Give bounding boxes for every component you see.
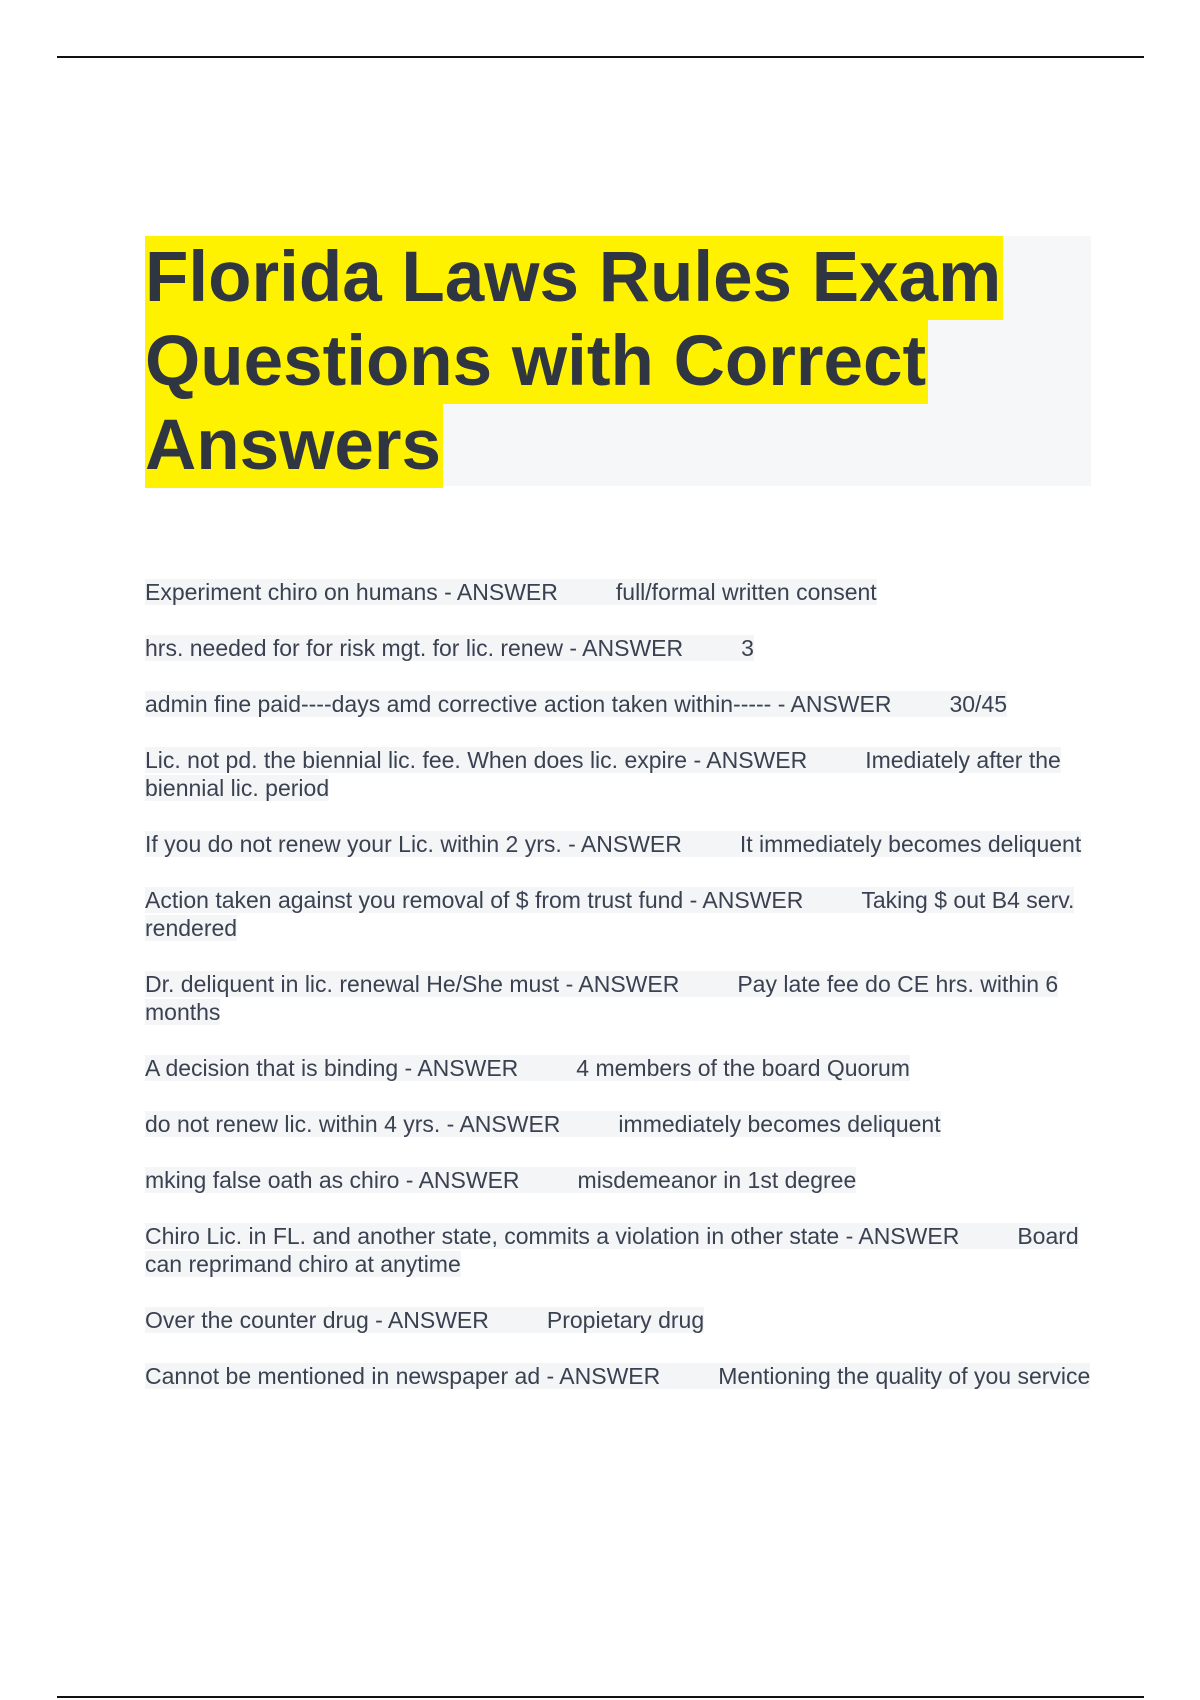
answer-text: Mentioning the quality of you service [718, 1363, 1091, 1389]
qa-line [145, 1111, 941, 1137]
question-text: do not renew lic. within 4 yrs. [145, 1111, 441, 1137]
title-line: Questions with Correct [145, 320, 928, 404]
qa-line [145, 1167, 856, 1193]
question-text: Cannot be mentioned in newspaper ad [145, 1363, 541, 1389]
title-line: Answers [145, 404, 443, 488]
answer-text: Board can reprimand chiro at anytime [145, 1223, 1079, 1277]
qa-item [145, 886, 1095, 942]
answer-text: Imediately after the biennial lic. period [145, 747, 1061, 801]
qa-line [145, 747, 1061, 801]
answer-text: 4 members of the board Quorum [576, 1055, 910, 1081]
qa-item [145, 970, 1095, 1026]
qa-line [145, 579, 877, 605]
qa-item [145, 690, 1095, 718]
qa-item [145, 1362, 1095, 1390]
answer-separator: - ANSWER [839, 1223, 960, 1249]
qa-line [145, 1055, 910, 1081]
qa-item [145, 1054, 1095, 1082]
qa-item [145, 1222, 1095, 1278]
qa-line [145, 1363, 1090, 1389]
qa-item [145, 746, 1095, 802]
question-text: Experiment chiro on humans [145, 579, 438, 605]
answer-separator: - ANSWER [437, 579, 558, 605]
qa-item [145, 830, 1095, 858]
title-block [145, 236, 1091, 486]
qa-item [145, 1110, 1095, 1138]
qa-line [145, 1223, 1079, 1277]
answer-separator: - ANSWER [398, 1055, 519, 1081]
answer-separator: - ANSWER [440, 1111, 561, 1137]
answer-text: 3 [741, 635, 754, 661]
answer-text: It immediately becomes deliquent [739, 831, 1082, 857]
question-text: A decision that is binding [145, 1055, 399, 1081]
qa-line [145, 971, 1058, 1025]
question-text: admin fine paid----days amd corrective action taken within----- [145, 691, 772, 717]
question-text: Over the counter drug [145, 1307, 369, 1333]
qa-item [145, 1166, 1095, 1194]
question-text: Dr. deliquent in lic. renewal He/She must [145, 971, 560, 997]
top-rule [57, 56, 1144, 58]
answer-separator: - ANSWER [399, 1167, 520, 1193]
answer-separator: - ANSWER [687, 747, 808, 773]
question-text: Lic. not pd. the biennial lic. fee. When does lic. expire [145, 747, 688, 773]
title-line: Florida Laws Rules Exam [145, 236, 1003, 320]
question-text: hrs. needed for for risk mgt. for lic. renew [145, 635, 563, 661]
qa-item [145, 634, 1095, 662]
answer-separator: - ANSWER [559, 971, 680, 997]
qa-line [145, 635, 754, 661]
question-text: Action taken against you removal of $ from trust fund [145, 887, 684, 913]
qa-line [145, 831, 1081, 857]
qa-item [145, 1306, 1095, 1334]
qa-line [145, 887, 1074, 941]
qa-list [145, 578, 1095, 1418]
answer-separator: - ANSWER [563, 635, 684, 661]
answer-text: immediately becomes deliquent [618, 1111, 941, 1137]
document-title [145, 236, 1091, 488]
answer-text: full/formal written consent [615, 579, 877, 605]
question-text: Chiro Lic. in FL. and another state, commits a violation in other state [145, 1223, 840, 1249]
answer-separator: - ANSWER [771, 691, 892, 717]
question-text: mking false oath as chiro [145, 1167, 400, 1193]
answer-separator: - ANSWER [540, 1363, 661, 1389]
answer-text: Taking $ out B4 serv. rendered [145, 887, 1075, 941]
answer-separator: - ANSWER [561, 831, 682, 857]
answer-text: Pay late fee do CE hrs. within 6 months [145, 971, 1059, 1025]
question-text: If you do not renew your Lic. within 2 yrs. [145, 831, 562, 857]
bottom-rule [57, 1696, 1144, 1698]
answer-text: Propietary drug [546, 1307, 705, 1333]
qa-item [145, 578, 1095, 606]
answer-separator: - ANSWER [683, 887, 804, 913]
answer-separator: - ANSWER [368, 1307, 489, 1333]
answer-text: misdemeanor in 1st degree [577, 1167, 857, 1193]
qa-line [145, 1307, 704, 1333]
answer-text: 30/45 [949, 691, 1008, 717]
qa-line [145, 691, 1007, 717]
